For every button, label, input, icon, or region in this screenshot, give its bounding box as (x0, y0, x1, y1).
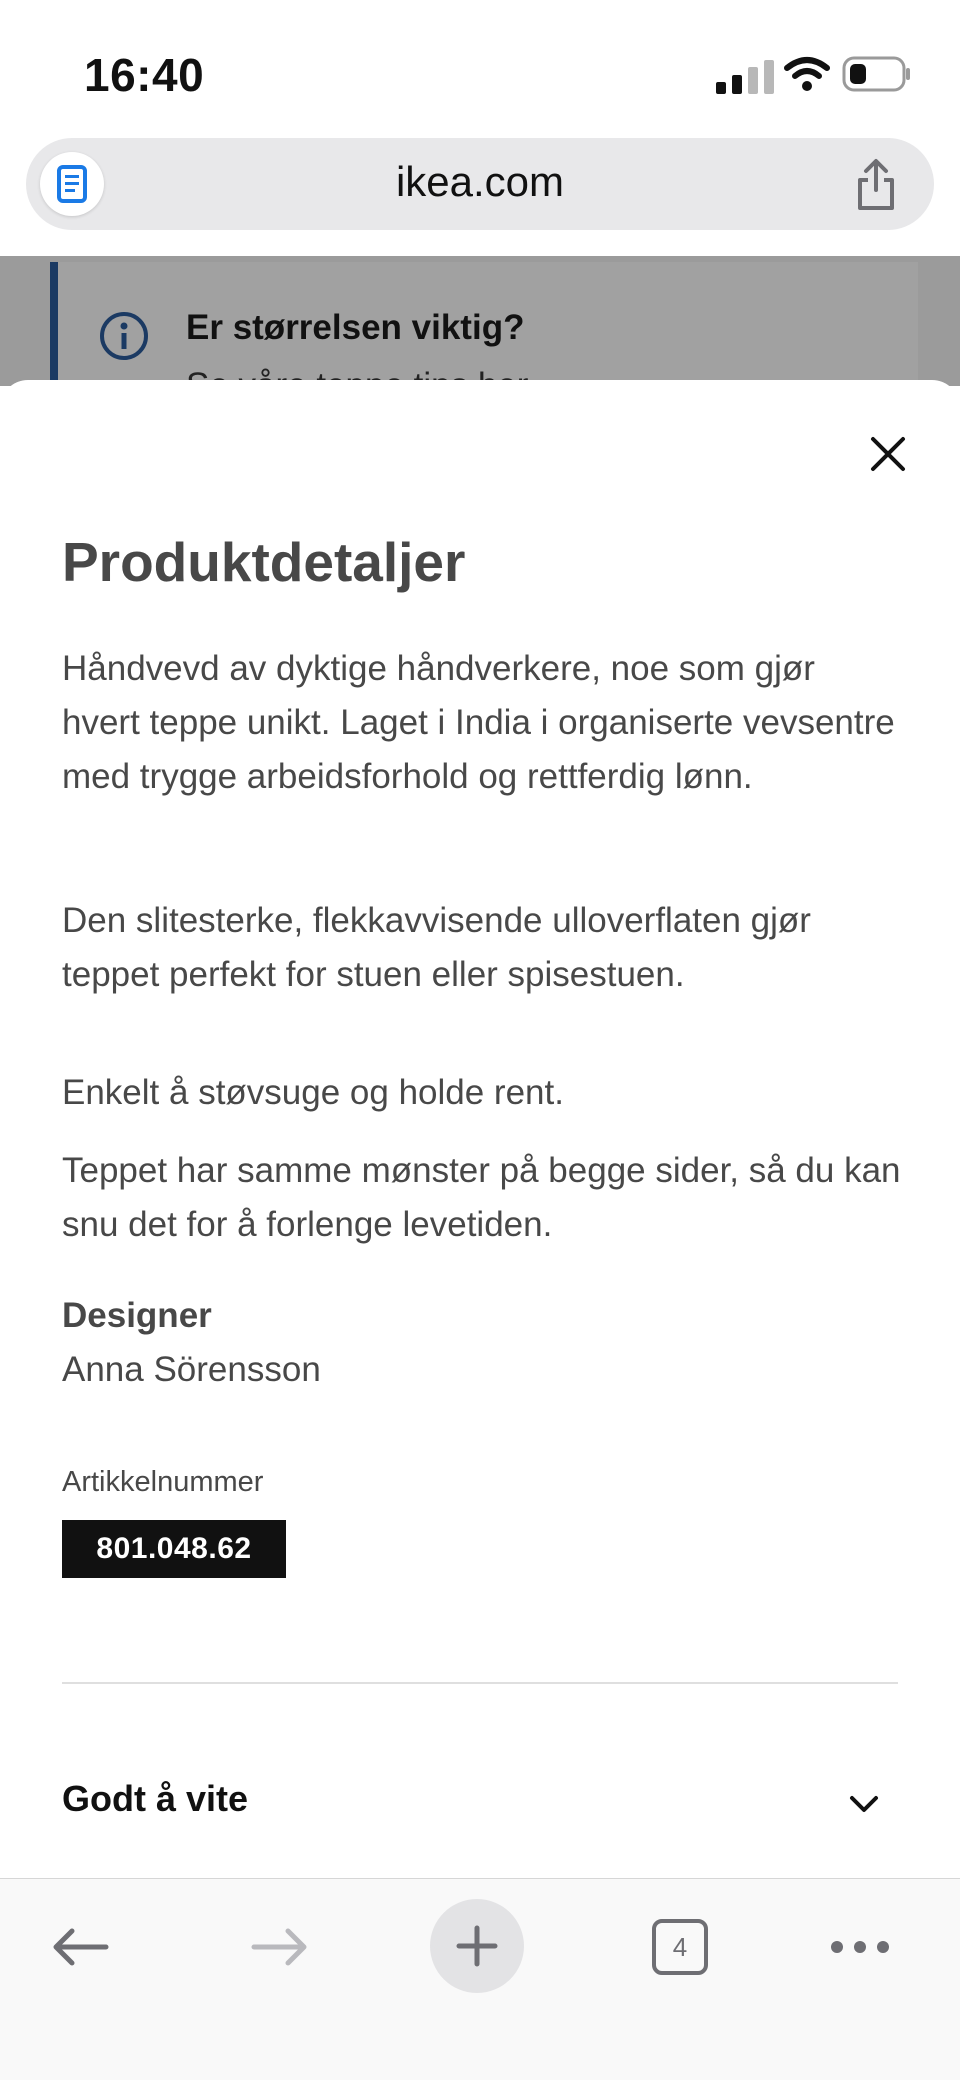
divider (62, 1682, 898, 1684)
article-number-label: Artikkelnummer (62, 1466, 264, 1498)
signal-icon (716, 60, 778, 94)
forward-button[interactable] (230, 1907, 330, 1987)
info-card-title: Er størrelsen viktig? (186, 308, 525, 347)
plus-icon (455, 1924, 499, 1968)
new-tab-button[interactable] (430, 1899, 524, 1993)
back-button[interactable] (30, 1907, 130, 1987)
good-to-know-accordion[interactable] (62, 1760, 898, 1850)
tabs-button[interactable] (630, 1907, 730, 1987)
back-arrow-icon (50, 1927, 110, 1967)
chevron-down-icon (844, 1784, 884, 1824)
background-page-overlay (0, 256, 960, 386)
browser-toolbar (0, 1878, 960, 2080)
status-time: 16:40 (84, 49, 205, 101)
description-paragraph-4: Teppet har samme mønster på begge sider, så du kan snu det for å forlenge levetiden. (62, 1151, 901, 1244)
close-button[interactable] (858, 424, 918, 484)
description-paragraph-2: Den slitesterke, flekkavvisende ulloverflaten gjør teppet perfekt for stuen eller spisestuen. (62, 901, 811, 994)
forward-arrow-icon (250, 1927, 310, 1967)
tabs-icon: 4 (652, 1919, 708, 1975)
product-details-sheet (0, 380, 960, 1880)
sheet-title: Produktdetaljer (62, 531, 466, 593)
status-bar (0, 0, 960, 130)
info-icon (98, 310, 150, 362)
description-paragraph-1: Håndvevd av dyktige håndverkere, noe som gjør hvert teppe unikt. Laget i India i organiserte vevsentre med trygge arbeidsforhold og rettferdig lønn. (62, 649, 895, 796)
battery-icon (842, 56, 912, 92)
more-button[interactable] (810, 1907, 910, 1987)
close-icon (870, 436, 906, 472)
designer-label: Designer (62, 1296, 212, 1335)
wifi-icon (784, 56, 830, 92)
description-paragraph-3: Enkelt å støvsuge og holde rent. (62, 1073, 564, 1112)
size-info-card (50, 262, 918, 392)
url-text[interactable]: ikea.com (395, 158, 565, 205)
share-icon[interactable] (852, 156, 900, 212)
address-bar[interactable] (26, 138, 934, 230)
designer-name: Anna Sörensson (62, 1350, 321, 1389)
accordion-label: Godt å vite (62, 1778, 249, 1819)
more-icon (830, 1940, 890, 1954)
article-number-badge: 801.048.62 (62, 1520, 286, 1578)
